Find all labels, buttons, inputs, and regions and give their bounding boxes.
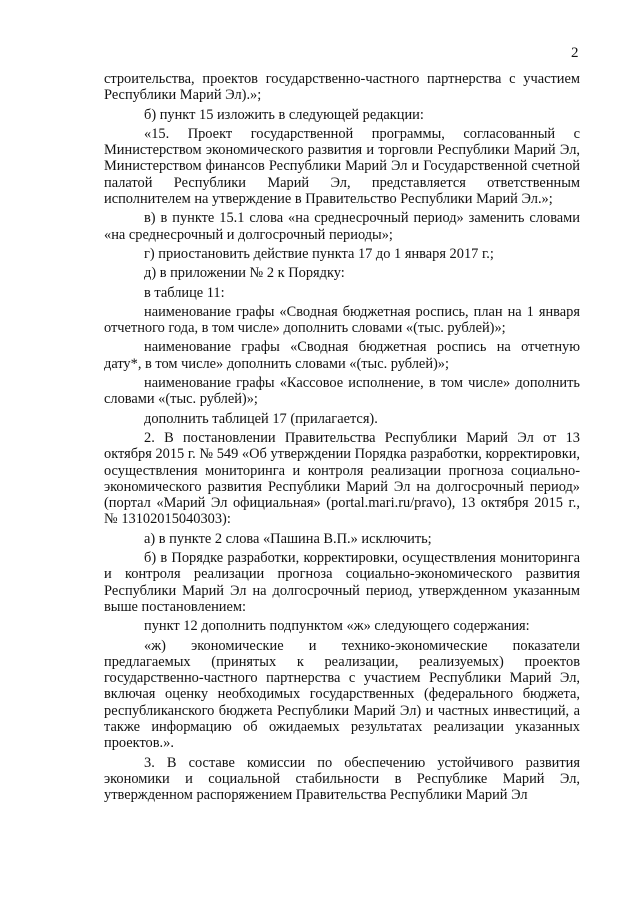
paragraph-add-table-17: дополнить таблицей 17 (прилагается).	[144, 410, 378, 427]
paragraph-item-v: в) в пункте 15.1 слова «на среднесрочный период» заменить словами «на среднесрочный и долгосрочный периоды»;	[104, 210, 580, 243]
page-number: 2	[571, 45, 579, 61]
paragraph-quote-zh: «ж) экономические и технико-экономические показатели предлагаемых (принятых к реализации, реализуемых) проектов государственно-частного партнерства с участием Республики Марий Эл, включая оценку необходимых государственных (федерального бюджета, республиканского бюджета Республики Марий Эл) и частных инвестиций, а также информацию об ожидаемых результатах реализации указанных проектов.».	[104, 637, 580, 752]
paragraph-quote-15: «15. Проект государственной программы, согласованный с Министерством экономического развития и торговли Республики Марий Эл, Министерством финансов Республики Марий Эл и Государственной счетной палатой Республики Марий Эл, представляется ответственным исполнителем на утверждение в Правительство Республики Марий Эл.»;	[104, 125, 580, 208]
paragraph-section-3: 3. В составе комиссии по обеспечению устойчивого развития экономики и социальной стабильности в Республике Марий Эл, утвержденном распоряжением Правительства Республики Марий Эл	[104, 754, 580, 804]
paragraph-item-g: г) приостановить действие пункта 17 до 1 января 2017 г.;	[144, 245, 494, 262]
paragraph-table-11: в таблице 11:	[144, 284, 225, 301]
paragraph-continuation: строительства, проектов государственно-частного партнерства с участием Республики Марий Эл).»;	[104, 71, 580, 104]
paragraph-section-2: 2. В постановлении Правительства Республики Марий Эл от 13 октября 2015 г. № 549 «Об утверждении Порядка разработки, корректировки, осуществления мониторинга и контроля реализации прогноза социально-экономического развития Республики Марий Эл на долгосрочный период» (портал «Марий Эл официальная» (portal.mari.ru/pravo), 13 октября 2015 г., № 13102015040303):	[104, 429, 580, 528]
document-body	[104, 71, 580, 803]
paragraph-item-a: а) в пункте 2 слова «Пашина В.П.» исключить;	[144, 530, 432, 547]
paragraph-item-b: б) пункт 15 изложить в следующей редакции:	[144, 106, 424, 123]
paragraph-item-d: д) в приложении № 2 к Порядку:	[144, 265, 345, 282]
paragraph-item-b2: б) в Порядке разработки, корректировки, осуществления мониторинга и контроля реализации прогноза социально-экономического развития Республики Марий Эл на долгосрочный период, утвержденном указанным выше постановлением:	[104, 550, 580, 615]
paragraph-column-2: наименование графы «Сводная бюджетная роспись на отчетную дату*, в том числе» дополнить словами «(тыс. рублей)»;	[104, 339, 580, 372]
paragraph-point-12: пункт 12 дополнить подпунктом «ж» следующего содержания:	[144, 618, 530, 635]
paragraph-column-1: наименование графы «Сводная бюджетная роспись, план на 1 января отчетного года, в том числе» дополнить словами «(тыс. рублей)»;	[104, 303, 580, 337]
paragraph-column-3: наименование графы «Кассовое исполнение, в том числе» дополнить словами «(тыс. рублей)»;	[104, 375, 580, 408]
